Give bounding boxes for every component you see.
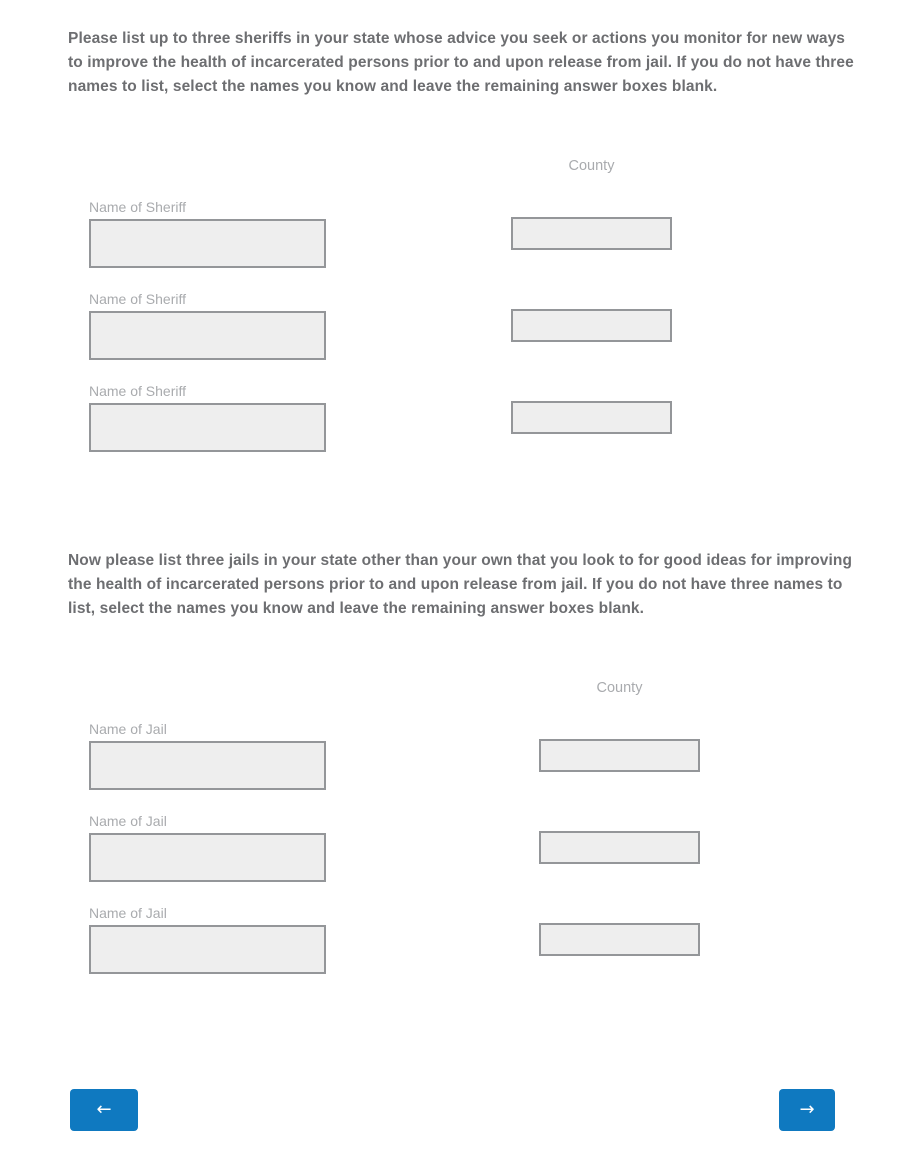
question2-text: Now please list three jails in your state other than your own that you look to for good ideas for improving the health of incarcerated persons prior to and upon release from jail. If you do not have three names to list, select the names you know and leave the remaining answer boxes blank.: [68, 552, 853, 617]
next-button[interactable]: [779, 1089, 835, 1131]
jail-2-name-input[interactable]: [89, 833, 326, 882]
sheriff-2-county-input[interactable]: [511, 309, 672, 342]
jail-2-label: Name of Jail: [89, 813, 167, 829]
sheriff-1-county-input[interactable]: [511, 217, 672, 250]
right-arrow-icon: →: [799, 1099, 815, 1120]
jail-3-county-input[interactable]: [539, 923, 700, 956]
sheriff-2-label: Name of Sheriff: [89, 291, 187, 307]
sheriff-2-name-input[interactable]: [89, 311, 326, 360]
jail-2-county-input[interactable]: [539, 831, 700, 864]
question1-text: Please list up to three sheriffs in your state whose advice you seek or actions you monitor for new ways to improve the health of incarcerated persons prior to and upon release from jail. If you do not have three names to list, select the names you know and leave the remaining answer boxes blank.: [68, 30, 854, 95]
county-column-header-jails: County: [596, 680, 643, 696]
jail-1-name-input[interactable]: [89, 741, 326, 790]
jail-1-label: Name of Jail: [89, 721, 167, 737]
sheriff-3-county-input[interactable]: [511, 401, 672, 434]
jail-3-name-input[interactable]: [89, 925, 326, 974]
left-arrow-icon: ←: [96, 1099, 112, 1120]
county-column-header-sheriffs: County: [568, 158, 615, 174]
jail-3-label: Name of Jail: [89, 905, 167, 921]
sheriff-3-name-input[interactable]: [89, 403, 326, 452]
sheriff-1-label: Name of Sheriff: [89, 199, 187, 215]
sheriff-1-name-input[interactable]: [89, 219, 326, 268]
back-button[interactable]: [70, 1089, 138, 1131]
jail-1-county-input[interactable]: [539, 739, 700, 772]
sheriff-3-label: Name of Sheriff: [89, 383, 187, 399]
